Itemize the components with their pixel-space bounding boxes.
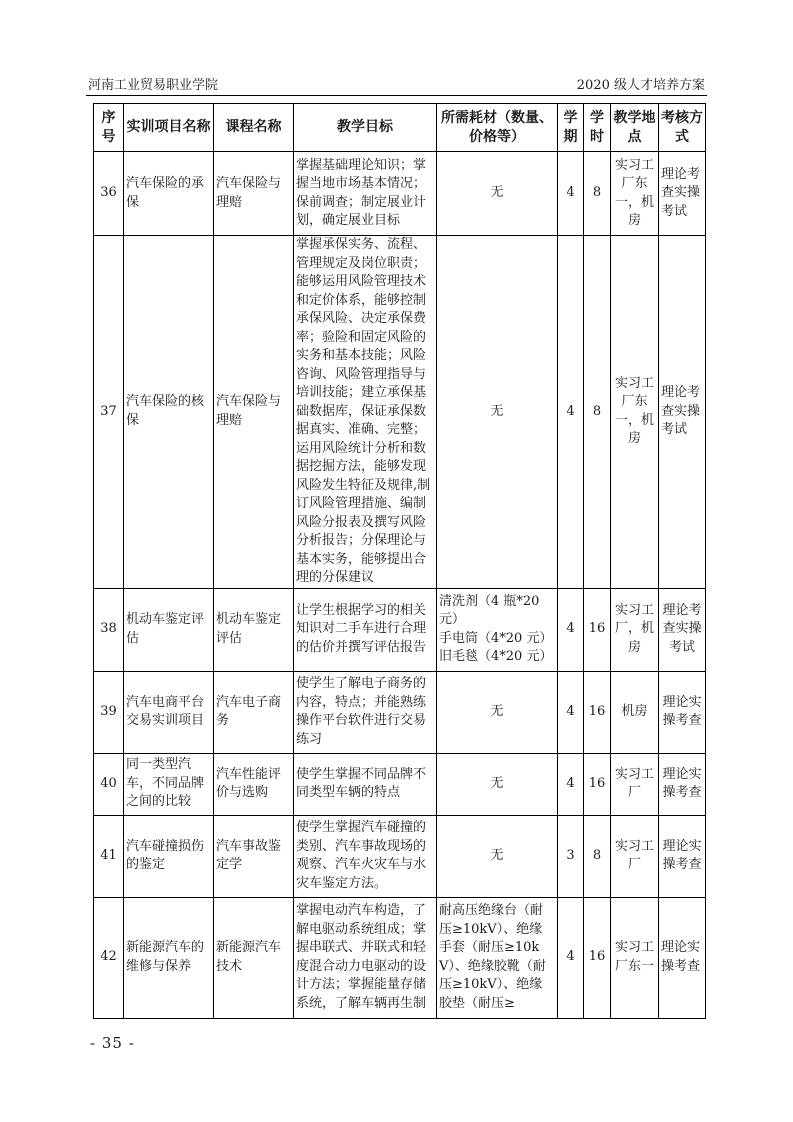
cell-goal: 使学生了解电子商务的内容，特点；并能熟练操作平台软件进行交易练习 (294, 671, 437, 753)
cell-hours: 16 (584, 753, 611, 815)
cell-term: 3 (558, 815, 584, 897)
col-header-materials: 所需耗材（数量、价格等） (437, 104, 558, 152)
page-number: - 35 - (90, 1034, 135, 1052)
cell-place: 实习工厂东一，机房 (611, 236, 659, 589)
col-header-project: 实训项目名称 (124, 104, 214, 152)
header-institution: 河南工业贸易职业学院 (88, 78, 219, 93)
page-header (86, 71, 707, 96)
col-header-term: 学期 (558, 104, 584, 152)
table-row (94, 588, 706, 671)
cell-exam: 理论实操考查 (659, 815, 706, 897)
cell-project: 汽车碰撞损伤的鉴定 (124, 815, 214, 897)
cell-project: 机动车鉴定评估 (124, 588, 214, 671)
cell-term: 4 (558, 671, 584, 753)
cell-no: 40 (94, 753, 124, 815)
table-row (94, 753, 706, 815)
cell-course: 汽车保险与理赔 (214, 152, 294, 236)
cell-no: 38 (94, 588, 124, 671)
cell-place: 实习工厂东一，机房 (611, 152, 659, 236)
cell-place: 实习工厂，机房 (611, 588, 659, 671)
cell-goal: 掌握电动汽车构造，了解电驱动系统组成；掌握串联式、并联式和轻度混合动力电驱动的设计方法；掌握能量存储系统，了解车辆再生制 (294, 897, 437, 1018)
cell-course: 汽车性能评价与选购 (214, 753, 294, 815)
cell-hours: 16 (584, 671, 611, 753)
cell-place: 实习工厂东一 (611, 897, 659, 1018)
cell-hours: 8 (584, 236, 611, 589)
cell-hours: 16 (584, 897, 611, 1018)
table-row (94, 815, 706, 897)
cell-project: 同一类型汽车，不同品牌之间的比较 (124, 753, 214, 815)
cell-course: 汽车电子商务 (214, 671, 294, 753)
cell-course: 汽车保险与理赔 (214, 236, 294, 589)
cell-goal: 掌握基础理论知识；掌握当地市场基本情况；保前调查；制定展业计划，确定展业目标 (294, 152, 437, 236)
cell-materials: 无 (437, 671, 558, 753)
cell-materials: 无 (437, 236, 558, 589)
cell-term: 4 (558, 753, 584, 815)
cell-exam: 理论考查实操考试 (659, 152, 706, 236)
col-header-place: 教学地点 (611, 104, 659, 152)
cell-goal: 让学生根据学习的相关知识对二手车进行合理的估价并撰写评估报告 (294, 588, 437, 671)
cell-hours: 8 (584, 815, 611, 897)
cell-exam: 理论实操考查 (659, 671, 706, 753)
cell-project: 汽车保险的承保 (124, 152, 214, 236)
cell-project: 汽车保险的核保 (124, 236, 214, 589)
cell-hours: 8 (584, 152, 611, 236)
col-header-goal: 教学目标 (294, 104, 437, 152)
cell-term: 4 (558, 588, 584, 671)
table-row (94, 236, 706, 589)
header-doc-title: 2020 级人才培养方案 (576, 78, 705, 93)
cell-exam: 理论实操考查 (659, 897, 706, 1018)
col-header-exam: 考核方式 (659, 104, 706, 152)
cell-no: 42 (94, 897, 124, 1018)
cell-materials: 无 (437, 152, 558, 236)
cell-no: 41 (94, 815, 124, 897)
cell-project: 新能源汽车的维修与保养 (124, 897, 214, 1018)
training-table (93, 103, 706, 1019)
cell-place: 实习工厂 (611, 753, 659, 815)
col-header-hours: 学时 (584, 104, 611, 152)
cell-materials: 无 (437, 815, 558, 897)
cell-no: 39 (94, 671, 124, 753)
cell-course: 机动车鉴定评估 (214, 588, 294, 671)
cell-goal: 使学生掌握不同品牌不同类型车辆的特点 (294, 753, 437, 815)
cell-no: 37 (94, 236, 124, 589)
material-line: 清洗剂（4 瓶*20 元） (439, 593, 540, 627)
material-line: 手电筒（4*20 元） (439, 630, 553, 646)
col-header-no: 序号 (94, 104, 124, 152)
cell-place: 机房 (611, 671, 659, 753)
table-row (94, 897, 706, 1018)
cell-course: 汽车事故鉴定学 (214, 815, 294, 897)
cell-goal: 使学生掌握汽车碰撞的类别、汽车事故现场的观察、汽车火灾车与水灾车鉴定方法。 (294, 815, 437, 897)
material-line: 旧毛毯（4*20 元） (439, 649, 553, 664)
cell-term: 4 (558, 152, 584, 236)
cell-exam: 理论实操考查 (659, 753, 706, 815)
cell-project: 汽车电商平台交易实训项目 (124, 671, 214, 753)
cell-materials: 无 (437, 753, 558, 815)
cell-exam: 理论考查实操考试 (659, 236, 706, 589)
cell-hours: 16 (584, 588, 611, 671)
cell-term: 4 (558, 236, 584, 589)
cell-goal: 掌握承保实务、流程、管理规定及岗位职责；能够运用风险管理技术和定价体系，能够控制承保风险、决定承保费率；验险和固定风险的实务和基本技能；风险咨询、风险管理指导与培训技能；建立承保基础数据库，保证承保数据真实、准确、完整；运用风险统计分析和数据挖掘方法，能够发现风险发生特征及规律,制订风险管理措施、编制风险分报表及撰写风险分析报告；分保理论与基本实务，能够提出合理的分保建议 (294, 236, 437, 589)
cell-place: 实习工厂 (611, 815, 659, 897)
table-header-row (94, 104, 706, 152)
cell-course: 新能源汽车技术 (214, 897, 294, 1018)
table-row (94, 671, 706, 753)
table-row (94, 152, 706, 236)
cell-materials: 耐高压绝缘台（耐压≥10kV）、绝缘手套（耐压≥10kV）、绝缘胶靴（耐压≥10kV）、绝缘胶垫（耐压≥ (437, 897, 558, 1018)
col-header-course: 课程名称 (214, 104, 294, 152)
cell-term: 4 (558, 897, 584, 1018)
cell-no: 36 (94, 152, 124, 236)
cell-materials (437, 588, 558, 671)
cell-exam: 理论考查实操考试 (659, 588, 706, 671)
